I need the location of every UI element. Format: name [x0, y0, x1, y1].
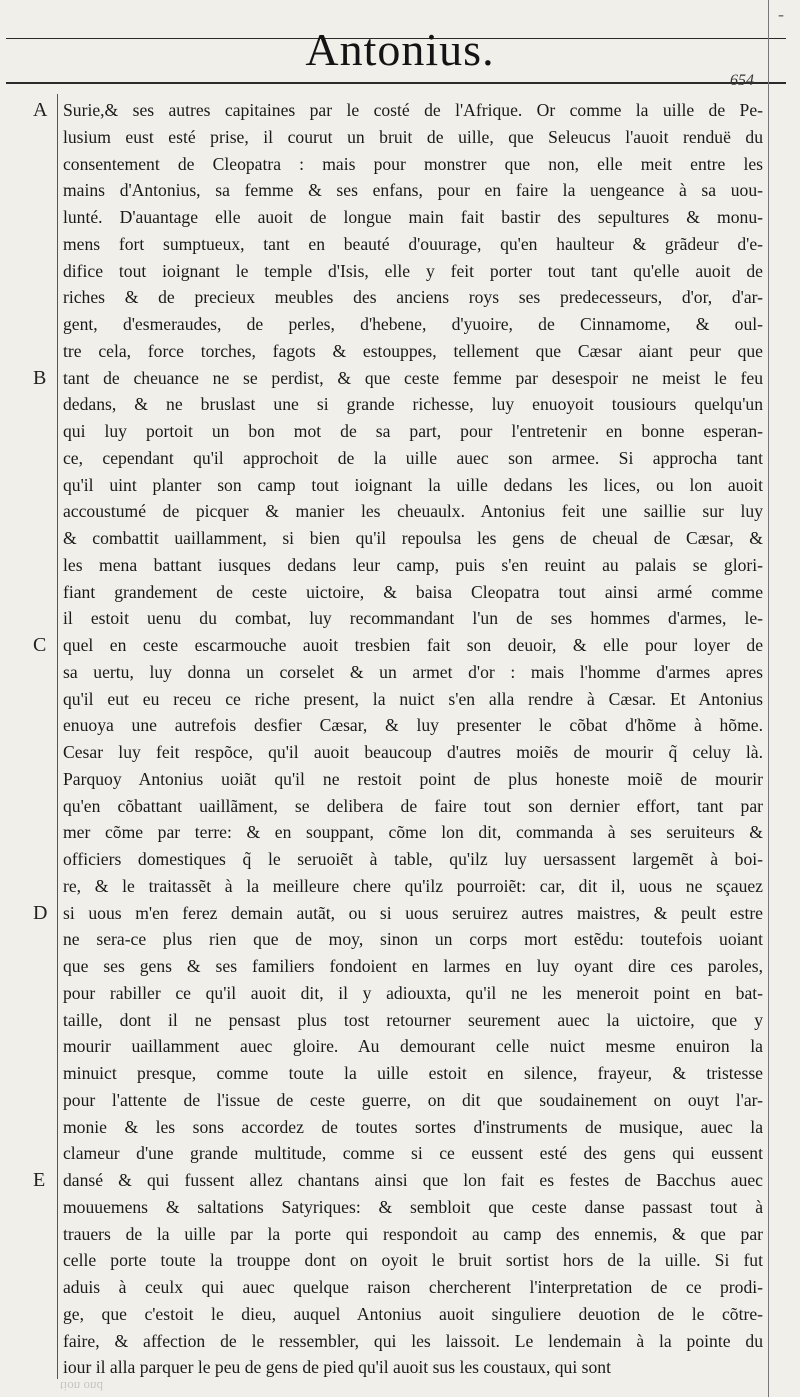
- text-line: ge, que c'estoit le dieu, auquel Antonius auoit singuliere deuotion de le cõtre-: [63, 1303, 763, 1324]
- text-line: aduis à ceulx qui auec quelque raison chercherent l'interpretation de ce prodi-: [63, 1277, 763, 1297]
- text-line: mouuemens & saltations Satyriques: & sembloit que ceste danse passast tout à: [63, 1196, 763, 1217]
- text-line: pour l'attente de l'issue de ceste guerre, on dit que soudainement on ouyt l'ar-: [63, 1089, 763, 1110]
- text-line: que ses gens & ses familiers fondoient en larmes en luy oyant dire ces paroles,: [63, 956, 763, 976]
- margin-letter-b: B: [33, 366, 47, 389]
- text-line: officiers domestiques q̃ le seruoiẽt à table, qu'ilz luy uersassent largemẽt à boi-: [63, 849, 763, 869]
- text-line: qui luy portoit un bon mot de sa part, pour l'entretenir en bonne esperan-: [63, 421, 763, 441]
- text-line: taille, dont il ne pensast plus tost retourner seurement auec la uictoire, que y: [63, 1009, 763, 1030]
- text-line: ce, cependant qu'il approchoit de la uille auec son armee. Si approcha tant: [63, 447, 763, 468]
- text-line: enuoya une autrefois desfier Cæsar, & luy presenter le cõbat d'hõme à hõme.: [63, 715, 763, 736]
- text-line: dansé & qui fussent allez chantans ainsi que lon fait es festes de Bacchus auec: [63, 1170, 763, 1190]
- text-line: qu'il uint planter son camp tout ioignant la uille dedans les lices, ou lon auoit: [63, 474, 763, 495]
- text-line: lusium eust esté prise, il courut un bruit de uille, que Seleucus l'auoit renduë du: [63, 126, 763, 147]
- header-rule: [6, 82, 786, 84]
- margin-letter-d: D: [33, 901, 48, 924]
- text-line: les mena battant iusques dedans leur camp, puis s'en reuint au palais se glori-: [63, 554, 763, 575]
- text-line: pour rabiller ce qu'il auoit dit, il y adiouxta, qu'il ne les meneroit point en bat-: [63, 982, 763, 1003]
- text-line: minuict presque, comme toute la uille estoit en silence, frayeur, & tristesse: [63, 1063, 763, 1083]
- text-line: difice tout ioignant le temple d'Isis, elle y feit porter tout tant qu'elle auoit de: [63, 260, 763, 281]
- text-line: consentement de Cleopatra : mais pour monstrer que non, elle meit entre les: [63, 153, 763, 174]
- margin-rule-right: [768, 0, 769, 1397]
- text-line: mens fort sumptueux, tant en beauté d'ouurage, qu'en haulteur & grãdeur d'e-: [63, 233, 763, 254]
- page-number: 654: [730, 72, 754, 89]
- margin-letter-e: E: [33, 1169, 46, 1191]
- bottom-fragment: tion ond: [60, 1379, 103, 1394]
- text-line: lunté. D'auantage elle auoit de longue main fait bastir des sepultures & monu-: [63, 207, 763, 227]
- text-line: celle porte toute la trouppe dont on oyoit le bruit sortist hors de la uille. Si fut: [63, 1250, 763, 1271]
- text-line: sa uertu, luy donna un corselet & un armet d'or : mais l'homme d'armes apres: [63, 661, 763, 682]
- margin-letter-c: C: [33, 634, 47, 656]
- text-line: Cesar luy feit respõce, qu'il auoit beaucoup d'autres moiẽs de mourir q̃ celuy là.: [63, 742, 763, 762]
- text-line: mer cõme par terre: & en souppant, cõme lon dit, commanda à ses seruiteurs &: [63, 822, 763, 843]
- text-line: monie & les sons accordez de toutes sortes d'instruments de musique, auec la: [63, 1116, 763, 1137]
- margin-letter-a: A: [33, 99, 48, 121]
- text-line: trauers de la uille par la porte qui respondoit au camp des ennemis, & que par: [63, 1223, 763, 1244]
- text-line: mourir uaillamment auec gloire. Au demourant celle nuict mesme enuiron la: [63, 1036, 763, 1057]
- text-line: & combattit uaillamment, si bien qu'il repoulsa les gens de cheual de Cæsar, &: [63, 528, 763, 548]
- corner-mark: -: [778, 4, 784, 24]
- text-line: tre cela, force torches, fagots & estouppes, tellement que Cæsar aiant peur que: [63, 340, 763, 361]
- text-line: iour il alla parquer le peu de gens de pied qu'il auoit sus les coustaux, qui sont: [63, 1357, 611, 1378]
- text-line: qu'il eut eu receu ce riche present, la nuict s'en alla rendre à Cæsar. Et Antonius: [63, 688, 763, 709]
- text-line: fiant grandement de ceste uictoire, & baisa Cleopatra tout ainsi armé comme: [63, 581, 763, 602]
- margin-rule-left: [57, 94, 58, 1379]
- text-line: Surie,& ses autres capitaines par le costé de l'Afrique. Or comme la uille de Pe-: [63, 100, 763, 120]
- running-title: Antonius.: [305, 24, 495, 75]
- text-line: Parquoy Antonius uoiãt qu'il ne restoit point de plus honeste moiẽ de mourir: [63, 768, 763, 789]
- text-line: mains d'Antonius, sa femme & ses enfans, pour en faire la uengeance à sa uou-: [63, 180, 763, 201]
- text-line: riches & de precieux meubles des anciens roys ses predecesseurs, d'or, d'ar-: [63, 287, 763, 308]
- text-line: si uous m'en ferez demain autãt, ou si uous seruirez autres maistres, & peult estre: [63, 902, 763, 923]
- text-line: ne sera-ce plus rien que de moy, sinon un corps mort estẽdu: toutefois uoiant: [63, 929, 763, 950]
- text-line: gent, d'esmeraudes, de perles, d'hebene, d'yuoire, de Cinnamome, & oul-: [63, 314, 763, 334]
- text-line: tant de cheuance ne se perdist, & que ceste femme par desespoir ne meist le feu: [63, 367, 763, 388]
- text-line: re, & le traitassẽt à la meilleure chere qu'ilz pourroiẽt: car, dit il, uous ne sçauez: [63, 875, 763, 896]
- text-line: clameur d'une grande multitude, comme si ce eussent esté des gens qui eussent: [63, 1143, 763, 1164]
- text-line: quel en ceste escarmouche auoit tresbien fait son deuoir, & elle pour loyer de: [63, 635, 763, 655]
- text-line: dedans, & ne bruslast une si grande richesse, luy enuoyoit tousiours quelqu'un: [63, 394, 763, 415]
- text-line: il estoit uenu du combat, luy recommandant l'un de ses hommes d'armes, le-: [63, 608, 763, 629]
- text-line: accoustumé de picquer & manier les cheuaulx. Antonius feit une saillie sur luy: [63, 501, 763, 522]
- text-line: qu'en cõbattant uaillãment, se delibera de faire tout son dernier effort, tant par: [63, 795, 763, 816]
- text-line: faire, & affection de le ressembler, qui les laissoit. Le lendemain à la pointe du: [63, 1330, 763, 1351]
- body-text: [63, 97, 763, 1381]
